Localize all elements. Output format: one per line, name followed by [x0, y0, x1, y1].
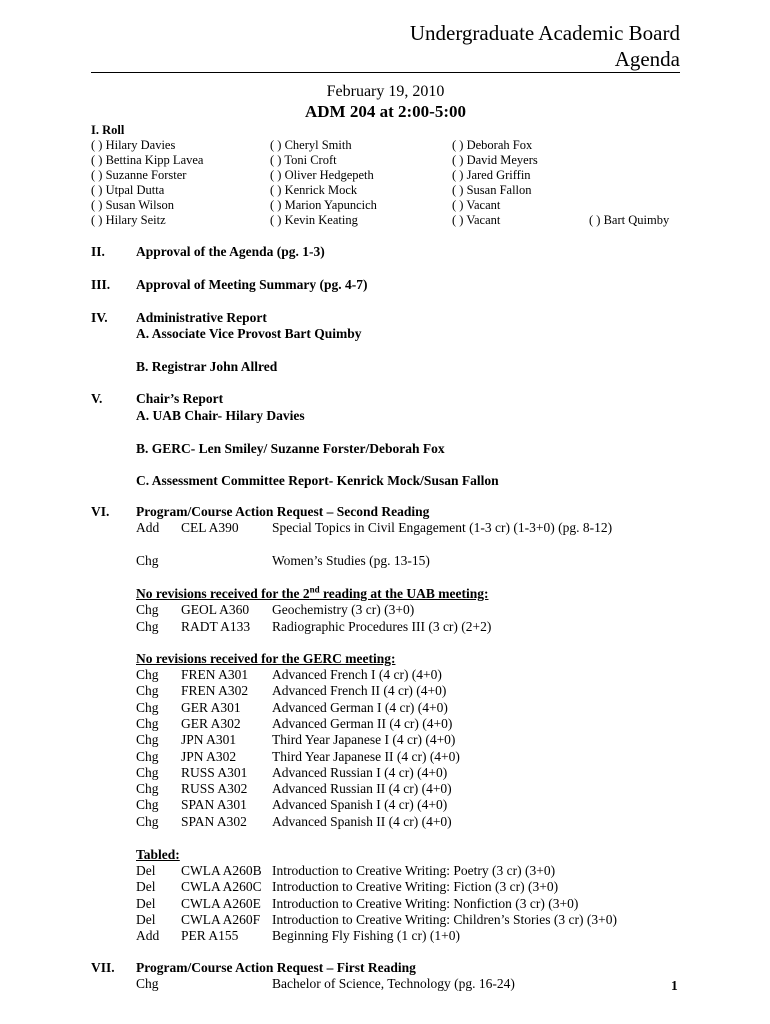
- roll-member: ( ) Hilary Seitz: [91, 213, 166, 227]
- course-code: RUSS A301: [181, 764, 248, 780]
- course-description: Beginning Fly Fishing (1 cr) (1+0): [272, 928, 460, 944]
- section-title: Approval of the Agenda (pg. 1-3): [136, 244, 325, 259]
- roll-member: ( ) Deborah Fox: [452, 138, 533, 152]
- section-number: VI.: [91, 504, 110, 519]
- course-code: SPAN A301: [181, 797, 247, 813]
- no-revisions-gerc-heading: No revisions received for the GERC meeting:: [136, 651, 396, 666]
- course-action: Chg: [136, 553, 159, 568]
- roll-member: ( ) Marion Yapuncich: [270, 198, 377, 212]
- header-rule: [91, 72, 680, 73]
- course-action: Del: [136, 863, 156, 878]
- course-code: CWLA A260E: [181, 895, 261, 911]
- section-title: Administrative Report: [136, 310, 267, 325]
- course-code: CWLA A260F: [181, 911, 261, 927]
- course-action: Chg: [136, 976, 159, 991]
- roll-member: ( ) Kevin Keating: [270, 213, 358, 227]
- course-action: Del: [136, 911, 156, 927]
- course-description: Introduction to Creative Writing: Poetry (3 cr) (3+0): [272, 863, 556, 878]
- course-action: Chg: [136, 699, 159, 715]
- roll-extra: ( ) Bart Quimby: [589, 213, 670, 227]
- subsection-item: B. Registrar John Allred: [136, 359, 278, 374]
- section-number: II.: [91, 244, 105, 259]
- course-code: SPAN A302: [181, 813, 247, 829]
- no-revisions-uab-heading: No revisions received for the 2nd reading at the UAB meeting:: [136, 584, 489, 601]
- roll-member: ( ) Susan Fallon: [452, 183, 532, 197]
- roll-member: ( ) Oliver Hedgepeth: [270, 168, 374, 182]
- roll-member: ( ) Jared Griffin: [452, 168, 531, 182]
- course-description: Radiographic Procedures III (3 cr) (2+2): [272, 618, 492, 634]
- course-description: Introduction to Creative Writing: Children’s Stories (3 cr) (3+0): [272, 911, 618, 927]
- course-code: FREN A302: [181, 683, 249, 699]
- subsection-item: A. UAB Chair- Hilary Davies: [136, 408, 305, 423]
- course-code: RUSS A302: [181, 781, 248, 797]
- meeting-location: ADM 204 at 2:00-5:00: [305, 102, 466, 121]
- document-title-line2: Agenda: [614, 47, 680, 71]
- course-action: Add: [136, 520, 160, 535]
- tabled-heading: Tabled:: [136, 847, 180, 862]
- course-action: Chg: [136, 781, 159, 797]
- course-code: GER A301: [181, 699, 241, 715]
- course-action: Chg: [136, 715, 159, 731]
- course-action: Chg: [136, 764, 159, 780]
- subsection-item: A. Associate Vice Provost Bart Quimby: [136, 326, 362, 341]
- section-title: Chair’s Report: [136, 391, 224, 406]
- course-action: Chg: [136, 667, 159, 682]
- course-description: Bachelor of Science, Technology (pg. 16-24): [272, 976, 515, 991]
- roll-heading: I. Roll: [91, 123, 125, 137]
- course-action: Chg: [136, 602, 159, 617]
- roll-member: ( ) Vacant: [452, 198, 501, 212]
- course-action: Chg: [136, 797, 159, 813]
- course-code: FREN A301: [181, 667, 249, 682]
- course-description: Advanced Spanish I (4 cr) (4+0): [272, 797, 448, 813]
- course-description: Advanced Spanish II (4 cr) (4+0): [272, 813, 452, 829]
- course-description: Special Topics in Civil Engagement (1-3 cr) (1-3+0) (pg. 8-12): [272, 520, 613, 535]
- section-title: Program/Course Action Request – First Reading: [136, 960, 416, 975]
- page-number: 1: [671, 978, 678, 993]
- course-description: Advanced French I (4 cr) (4+0): [272, 667, 442, 682]
- roll-member: ( ) Hilary Davies: [91, 138, 176, 152]
- course-description: Advanced German I (4 cr) (4+0): [272, 699, 448, 715]
- roll-member: ( ) Suzanne Forster: [91, 168, 187, 182]
- course-action: Chg: [136, 732, 159, 748]
- section-title: Program/Course Action Request – Second Reading: [136, 504, 430, 519]
- section-number: IV.: [91, 310, 108, 325]
- roll-member: ( ) Kenrick Mock: [270, 183, 358, 197]
- roll-member: ( ) Vacant: [452, 213, 501, 227]
- course-action: Chg: [136, 618, 159, 634]
- course-action: Chg: [136, 748, 159, 764]
- course-description: Advanced German II (4 cr) (4+0): [272, 715, 453, 731]
- course-description: Introduction to Creative Writing: Nonfiction (3 cr) (3+0): [272, 895, 579, 911]
- course-action: Chg: [136, 813, 159, 829]
- course-description: Geochemistry (3 cr) (3+0): [272, 602, 415, 617]
- meeting-date: February 19, 2010: [326, 83, 445, 100]
- course-description: Third Year Japanese I (4 cr) (4+0): [272, 732, 456, 748]
- course-description: Advanced Russian II (4 cr) (4+0): [272, 781, 452, 797]
- course-code: CEL A390: [181, 520, 239, 535]
- course-code: PER A155: [181, 928, 239, 944]
- roll-member: ( ) Susan Wilson: [91, 198, 174, 212]
- section-number: V.: [91, 391, 103, 406]
- section-title: Approval of Meeting Summary (pg. 4-7): [136, 277, 368, 292]
- course-code: CWLA A260B: [181, 863, 262, 878]
- course-code: CWLA A260C: [181, 879, 262, 895]
- course-description: Advanced French II (4 cr) (4+0): [272, 683, 447, 699]
- course-action: Chg: [136, 683, 159, 699]
- course-action: Del: [136, 879, 156, 895]
- course-description: Advanced Russian I (4 cr) (4+0): [272, 764, 448, 780]
- course-description: Introduction to Creative Writing: Fiction (3 cr) (3+0): [272, 879, 559, 895]
- roll-member: ( ) Utpal Dutta: [91, 183, 165, 197]
- subsection-item: B. GERC- Len Smiley/ Suzanne Forster/Deborah Fox: [136, 441, 445, 456]
- roll-member: ( ) David Meyers: [452, 153, 538, 167]
- subsection-item: C. Assessment Committee Report- Kenrick Mock/Susan Fallon: [136, 473, 499, 488]
- course-code: JPN A302: [181, 748, 237, 764]
- section-number: VII.: [91, 960, 115, 975]
- document-title-line1: Undergraduate Academic Board: [409, 21, 680, 45]
- section-number: III.: [91, 277, 111, 292]
- course-action: Add: [136, 928, 160, 944]
- course-code: RADT A133: [181, 618, 251, 634]
- course-code: JPN A301: [181, 732, 237, 748]
- roll-member: ( ) Cheryl Smith: [270, 138, 352, 152]
- course-code: GEOL A360: [181, 602, 250, 617]
- roll-member: ( ) Bettina Kipp Lavea: [91, 153, 204, 167]
- course-description: Women’s Studies (pg. 13-15): [272, 553, 430, 568]
- course-code: GER A302: [181, 715, 241, 731]
- roll-member: ( ) Toni Croft: [270, 153, 337, 167]
- course-action: Del: [136, 895, 156, 911]
- course-description: Third Year Japanese II (4 cr) (4+0): [272, 748, 460, 764]
